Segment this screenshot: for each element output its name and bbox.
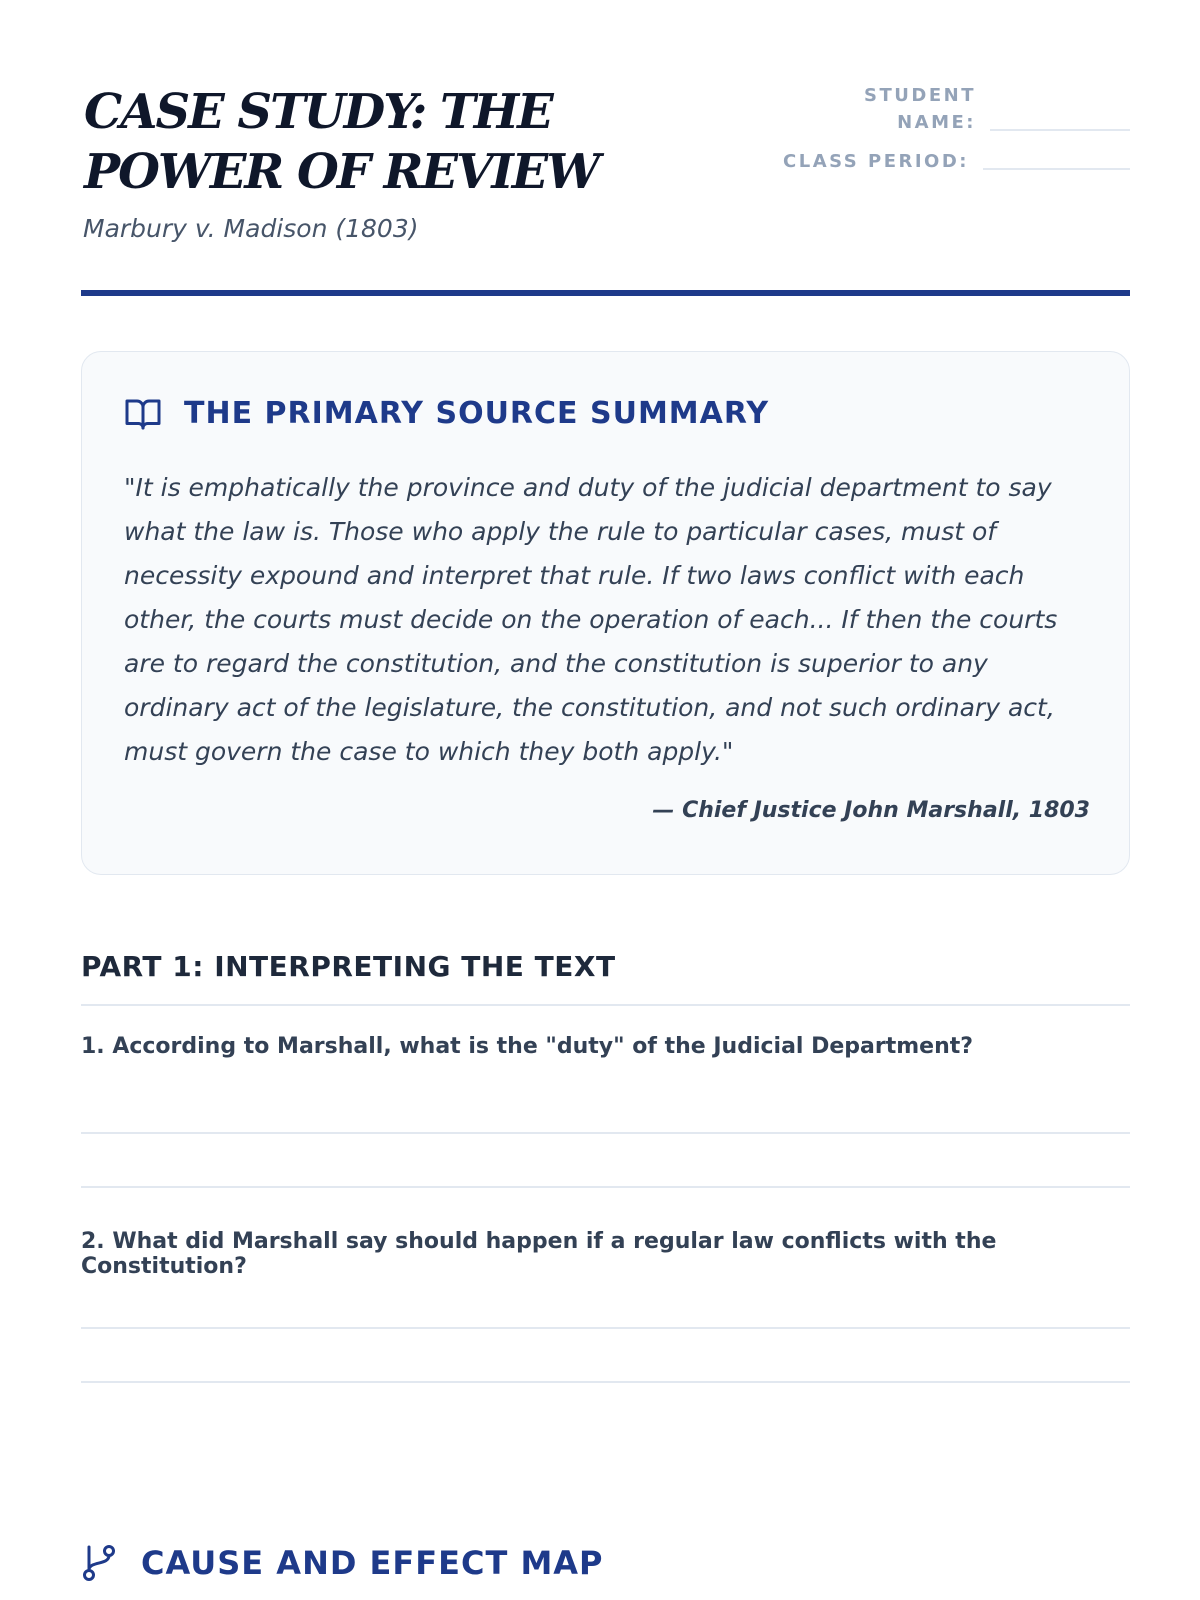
primary-source-heading: THE PRIMARY SOURCE SUMMARY (184, 396, 770, 431)
question-1: 1. According to Marshall, what is the "duty" of the Judicial Department? (81, 1034, 974, 1059)
answer-line-q1-a[interactable] (81, 1132, 1130, 1134)
header-divider (81, 290, 1130, 296)
class-period-line[interactable] (983, 168, 1130, 170)
marshall-quote: "It is emphatically the province and duty of the judicial department to say what the law is. Those who apply the rule to particular cases, must of necessity expound and interpret that rule. If two laws conflict with each other, the courts must decide on the operation of each... If then the courts are to regard the constitution, and the constitution is superior to any ordinary act of the legislature, the constitution, and not such ordinary act, must govern the case to which they both apply." (124, 473, 1058, 766)
worksheet-title: CASE STUDY: THE POWER OF REVIEW (84, 84, 599, 200)
class-period-field[interactable] (781, 148, 1130, 175)
worksheet-header (81, 82, 1130, 297)
part1-divider (81, 1004, 1130, 1006)
git-branch-icon (81, 1543, 117, 1583)
answer-line-q1-b[interactable] (81, 1186, 1130, 1188)
worksheet-page (81, 0, 1130, 1600)
student-name-field[interactable] (781, 82, 1130, 136)
part1-heading: PART 1: INTERPRETING THE TEXT (81, 950, 616, 983)
student-name-label: STUDENT NAME: (864, 85, 976, 133)
student-name-line[interactable] (990, 129, 1130, 131)
cause-effect-heading: CAUSE AND EFFECT MAP (141, 1544, 604, 1582)
book-open-icon (124, 397, 162, 431)
cause-effect-heading-row (81, 1543, 604, 1583)
primary-source-heading-row (124, 396, 769, 431)
answer-line-q2-a[interactable] (81, 1327, 1130, 1329)
class-period-label: CLASS PERIOD: (783, 151, 969, 172)
question-2: 2. What did Marshall say should happen if a regular law conflicts with the Constitution? (81, 1229, 997, 1279)
worksheet-subtitle: Marbury v. Madison (1803) (83, 214, 419, 243)
primary-source-card (81, 351, 1130, 875)
answer-line-q2-b[interactable] (81, 1381, 1130, 1383)
quote-attribution: — Chief Justice John Marshall, 1803 (652, 798, 1090, 823)
